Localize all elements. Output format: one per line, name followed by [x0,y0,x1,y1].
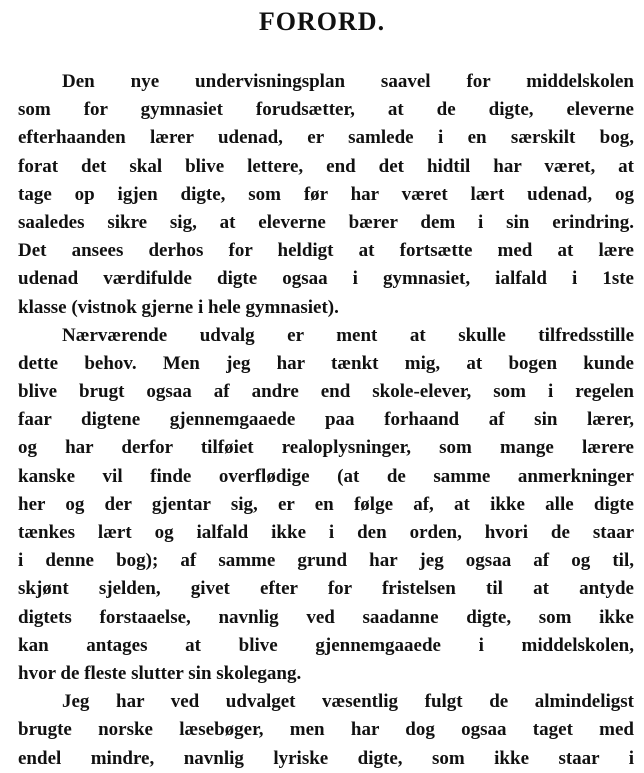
text-line: klasse (vistnok gjerne i hele gymnasiet). [18,296,339,318]
text-line: Jeg har ved udvalget væsentlig fulgt de almindeligst [62,691,634,713]
paragraph-3 [18,688,634,773]
body-text [18,68,634,773]
text-line: dette behov. Men jeg har tænkt mig, at bogen kunde [18,352,634,374]
text-line: her og der gjentar sig, er en følge af, at ikke alle digte [18,493,634,515]
text-line: digtets forstaaelse, navnlig ved saadanne digte, som ikke [18,606,634,628]
text-line: blive brugt ogsaa af andre end skole-elever, som i regelen [18,381,634,403]
text-line: i denne bog); af samme grund har jeg ogsaa af og til, [18,550,634,572]
text-line: endel mindre, navnlig lyriske digte, som ikke staar i [18,747,634,769]
text-line: som for gymnasiet forudsætter, at de digte, eleverne [18,99,634,121]
text-line: forat det skal blive lettere, end det hidtil har været, at [18,155,634,177]
text-line: og har derfor tilføiet realoplysninger, som mange lærere [18,437,634,459]
text-line: efterhaanden lærer udenad, er samlede i en særskilt bog, [18,127,634,149]
text-line: kanske vil finde overflødige (at de samme anmerkninger [18,465,634,487]
text-line: kan antages at blive gjennemgaaede i middelskolen, [18,634,634,656]
text-line: faar digtene gjennemgaaede paa forhaand af sin lærer, [18,409,634,431]
paragraph-1 [18,68,634,322]
text-line: tage op igjen digte, som før har været lært udenad, og [18,183,634,205]
page-title: FORORD. [258,7,386,36]
text-line: Det ansees derhos for heldigt at fortsætte med at lære [18,240,634,262]
text-line: skjønt sjelden, givet efter for fristelsen til at antyde [18,578,634,600]
text-line: udenad værdifulde digte ogsaa i gymnasiet, ialfald i 1ste [18,268,634,290]
text-line: Nærværende udvalg er ment at skulle tilfredsstille [62,324,634,346]
text-line: Den nye undervisningsplan saavel for middelskolen [62,71,634,92]
text-line: tænkes lært og ialfald ikke i den orden, hvori de staar [18,522,634,543]
text-line: brugte norske læsebøger, men har dog ogsaa taget med [18,719,634,741]
paragraph-2 [18,322,634,688]
text-line: hvor de fleste slutter sin skolegang. [18,662,302,684]
text-line: saaledes sikre sig, at eleverne bærer dem i sin erindring. [18,211,634,233]
